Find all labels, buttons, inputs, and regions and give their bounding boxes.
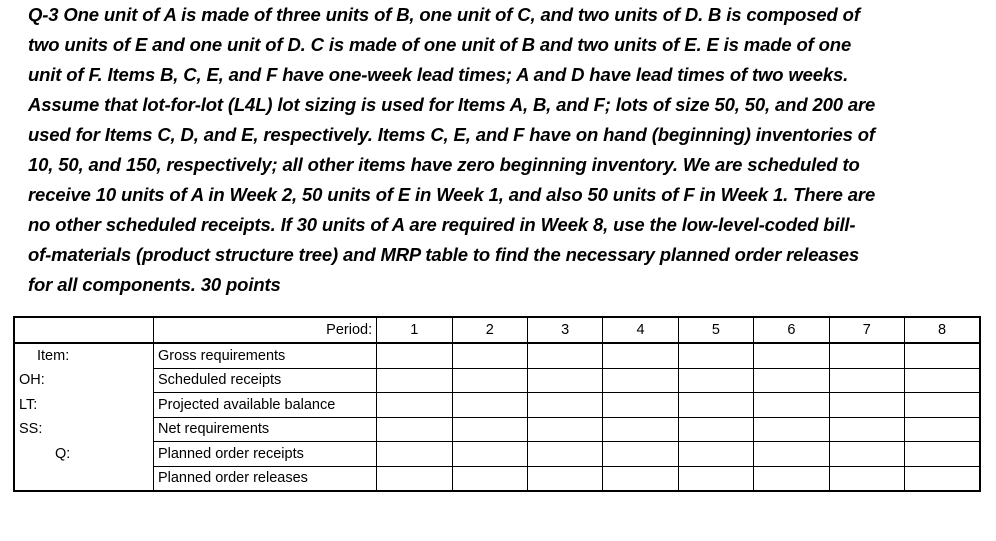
question-line: for all components. 30 points: [28, 274, 281, 295]
mrp-cell[interactable]: [904, 393, 980, 418]
mrp-cell[interactable]: [452, 368, 527, 393]
mrp-cell[interactable]: [754, 343, 829, 368]
mrp-cell[interactable]: [678, 343, 753, 368]
mrp-cell[interactable]: [452, 466, 527, 491]
question-line: no other scheduled receipts. If 30 units of A are required in Week 8, use the low-level-coded bill-: [28, 214, 856, 235]
item-field-label: [14, 466, 153, 491]
question-line: 10, 50, and 150, respectively; all other items have zero beginning inventory. We are scheduled to: [28, 154, 860, 175]
item-field-label: Item:: [14, 343, 153, 368]
mrp-row-scheduled-receipts: [14, 368, 980, 393]
row-label: Planned order releases: [153, 466, 376, 491]
mrp-cell[interactable]: [377, 442, 452, 467]
mrp-cell[interactable]: [527, 393, 602, 418]
row-label: Net requirements: [153, 417, 376, 442]
mrp-cell[interactable]: [904, 417, 980, 442]
question-line: of-materials (product structure tree) and MRP table to find the necessary planned order releases: [28, 244, 859, 265]
item-field-label: OH:: [14, 368, 153, 393]
mrp-row-planned-order-receipts: [14, 442, 980, 467]
mrp-cell[interactable]: [377, 343, 452, 368]
item-field-label: Q:: [14, 442, 153, 467]
mrp-cell[interactable]: [829, 368, 904, 393]
row-label: Planned order receipts: [153, 442, 376, 467]
mrp-cell[interactable]: [603, 466, 678, 491]
mrp-cell[interactable]: [527, 466, 602, 491]
period-number: 4: [603, 317, 678, 343]
mrp-cell[interactable]: [452, 343, 527, 368]
question-text: [28, 0, 978, 300]
mrp-cell[interactable]: [377, 393, 452, 418]
mrp-cell[interactable]: [603, 417, 678, 442]
mrp-cell[interactable]: [527, 368, 602, 393]
mrp-cell[interactable]: [754, 466, 829, 491]
mrp-row-gross-requirements: [14, 343, 980, 368]
question-line: unit of F. Items B, C, E, and F have one-week lead times; A and D have lead times of two weeks.: [28, 64, 849, 85]
period-number: 2: [452, 317, 527, 343]
mrp-cell[interactable]: [678, 368, 753, 393]
mrp-cell[interactable]: [904, 368, 980, 393]
mrp-cell[interactable]: [829, 417, 904, 442]
question-line: Assume that lot-for-lot (L4L) lot sizing is used for Items A, B, and F; lots of size 50, 50, and 200 are: [28, 94, 876, 115]
row-label: Gross requirements: [153, 343, 376, 368]
question-line: used for Items C, D, and E, respectively. Items C, E, and F have on hand (beginning) inventories of: [28, 124, 875, 145]
mrp-header-row: [14, 317, 980, 343]
mrp-row-projected-available-balance: [14, 393, 980, 418]
mrp-cell[interactable]: [452, 442, 527, 467]
period-label: Period:: [153, 317, 376, 343]
mrp-cell[interactable]: [603, 442, 678, 467]
mrp-cell[interactable]: [603, 393, 678, 418]
period-number: 3: [527, 317, 602, 343]
mrp-cell[interactable]: [452, 417, 527, 442]
period-number: 6: [754, 317, 829, 343]
row-label: Scheduled receipts: [153, 368, 376, 393]
mrp-cell[interactable]: [678, 417, 753, 442]
item-field-label: SS:: [14, 417, 153, 442]
mrp-cell[interactable]: [754, 393, 829, 418]
mrp-row-planned-order-releases: [14, 466, 980, 491]
mrp-corner-cell: [14, 317, 153, 343]
mrp-cell[interactable]: [377, 417, 452, 442]
mrp-cell[interactable]: [904, 442, 980, 467]
mrp-cell[interactable]: [829, 466, 904, 491]
period-number: 5: [678, 317, 753, 343]
mrp-cell[interactable]: [527, 442, 602, 467]
question-line: receive 10 units of A in Week 2, 50 units of E in Week 1, and also 50 units of F in Week 1. There are: [28, 184, 876, 205]
mrp-cell[interactable]: [829, 343, 904, 368]
mrp-cell[interactable]: [678, 393, 753, 418]
mrp-cell[interactable]: [678, 466, 753, 491]
period-number: 8: [904, 317, 980, 343]
mrp-cell[interactable]: [904, 466, 980, 491]
mrp-cell[interactable]: [829, 442, 904, 467]
mrp-cell[interactable]: [754, 368, 829, 393]
mrp-cell[interactable]: [678, 442, 753, 467]
mrp-cell[interactable]: [527, 343, 602, 368]
mrp-cell[interactable]: [754, 442, 829, 467]
row-label: Projected available balance: [153, 393, 376, 418]
mrp-cell[interactable]: [377, 466, 452, 491]
mrp-cell[interactable]: [603, 343, 678, 368]
mrp-table: [13, 316, 981, 492]
mrp-cell[interactable]: [754, 417, 829, 442]
mrp-row-net-requirements: [14, 417, 980, 442]
period-number: 1: [377, 317, 452, 343]
mrp-cell[interactable]: [452, 393, 527, 418]
period-number: 7: [829, 317, 904, 343]
question-line: Q-3 One unit of A is made of three units of B, one unit of C, and two units of D. B is composed of: [28, 4, 860, 25]
item-field-label: LT:: [14, 393, 153, 418]
question-line: two units of E and one unit of D. C is made of one unit of B and two units of E. E is made of one: [28, 34, 852, 55]
mrp-cell[interactable]: [603, 368, 678, 393]
mrp-cell[interactable]: [904, 343, 980, 368]
mrp-cell[interactable]: [527, 417, 602, 442]
mrp-cell[interactable]: [829, 393, 904, 418]
mrp-cell[interactable]: [377, 368, 452, 393]
